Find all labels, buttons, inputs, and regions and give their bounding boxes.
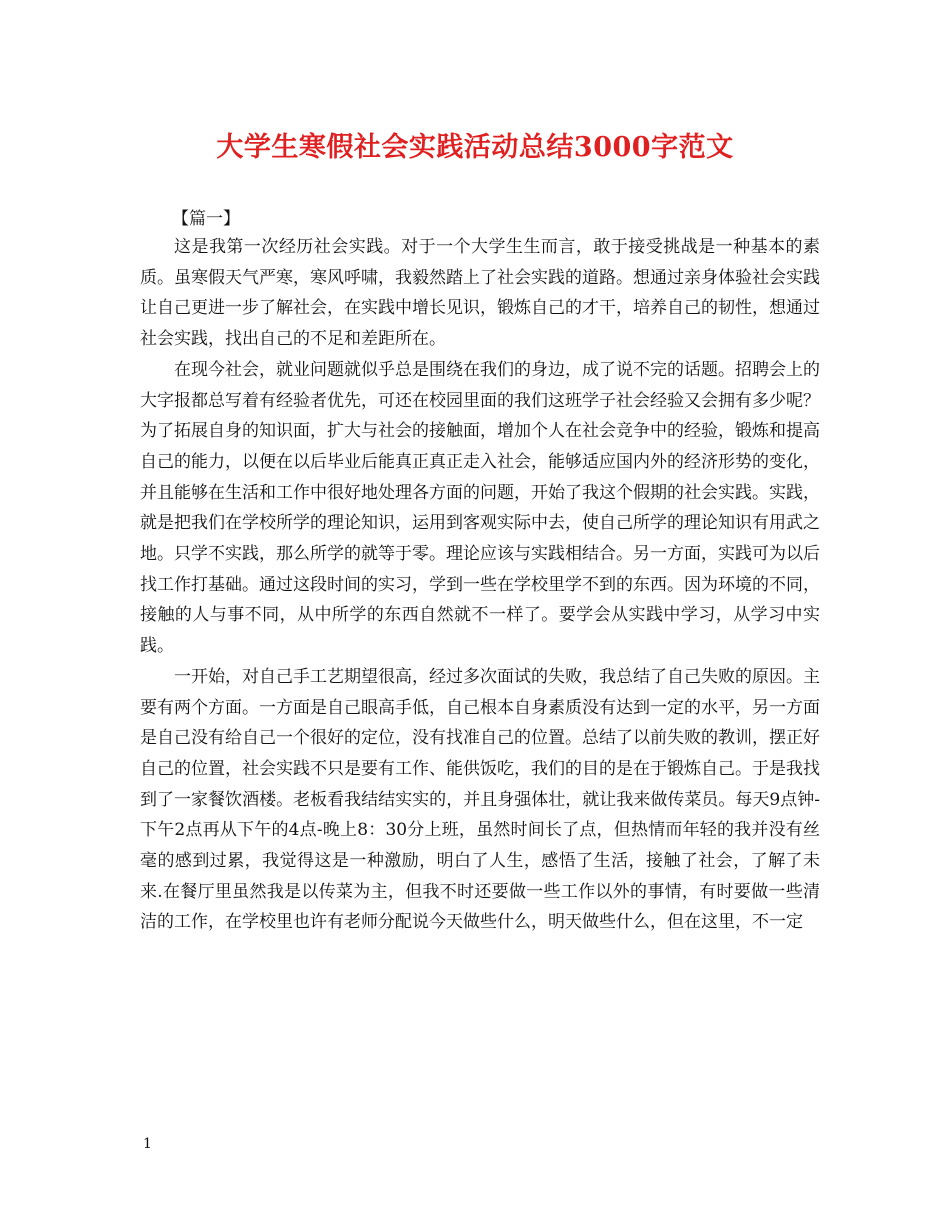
paragraph: 这是我第一次经历社会实践。对于一个大学生生而言，敢于接受挑战是一种基本的素质。虽寒假天气严寒，寒风呼啸，我毅然踏上了社会实践的道路。想通过亲身体验社会实践让自己更进一步了解社会，在实践中增长见识，锻炼自己的才干，培养自己的韧性，想通过社会实践，找出自己的不足和差距所在。 — [140, 237, 820, 350]
paragraph: 一开始，对自己手工艺期望很高，经过多次面试的失败，我总结了自己失败的原因。主要有两个方面。一方面是自己眼高手低，自己根本自身素质没有达到一定的水平，另一方面是自己没有给自己一个很好的定位，没有找准自己的位置。总结了以前失败的教训，摆正好自己的位置，社会实践不只是要有工作、能供饭吃，我们的目的是在于锻炼自己。于是我找到了一家餐饮酒楼。老板看我结结实实的，并且身强体壮，就让我来做传菜员。每天9点钟-下午2点再从下午的4点-晚上8：30分上班，虽然时间长了点，但热情而年轻的我并没有丝毫的感到过累，我觉得这是一种激励，明白了人生，感悟了生活，接触了社会，了解了未来.在餐厅里虽然我是以传菜为主，但我不时还要做一些工作以外的事情，有时要做一些清洁的工作，在学校里也许有老师分配说今天做些什么，明天做些什么，但在这里，不一定 — [140, 666, 820, 933]
document-body — [140, 232, 820, 938]
document-title: 大学生寒假社会实践活动总结3000字范文 — [216, 132, 734, 163]
page-number: 1 — [143, 1136, 152, 1152]
paragraph: 在现今社会，就业问题就似乎总是围绕在我们的身边，成了说不完的话题。招聘会上的大字报都总写着有经验者优先，可还在校园里面的我们这班学子社会经验又会拥有多少呢？为了拓展自身的知识面，扩大与社会的接触面，增加个人在社会竞争中的经验，锻炼和提高自己的能力，以便在以后毕业后能真正真正走入社会，能够适应国内外的经济形势的变化，并且能够在生活和工作中很好地处理各方面的问题，开始了我这个假期的社会实践。实践，就是把我们在学校所学的理论知识，运用到客观实际中去，使自己所学的理论知识有用武之地。只学不实践，那么所学的就等于零。理论应该与实践相结合。另一方面，实践可为以后找工作打基础。通过这段时间的实习，学到一些在学校里学不到的东西。因为环境的不同，接触的人与事不同，从中所学的东西自然就不一样了。要学会从实践中学习，从学习中实践。 — [140, 359, 820, 657]
section-label: 【篇一】 — [172, 209, 240, 229]
